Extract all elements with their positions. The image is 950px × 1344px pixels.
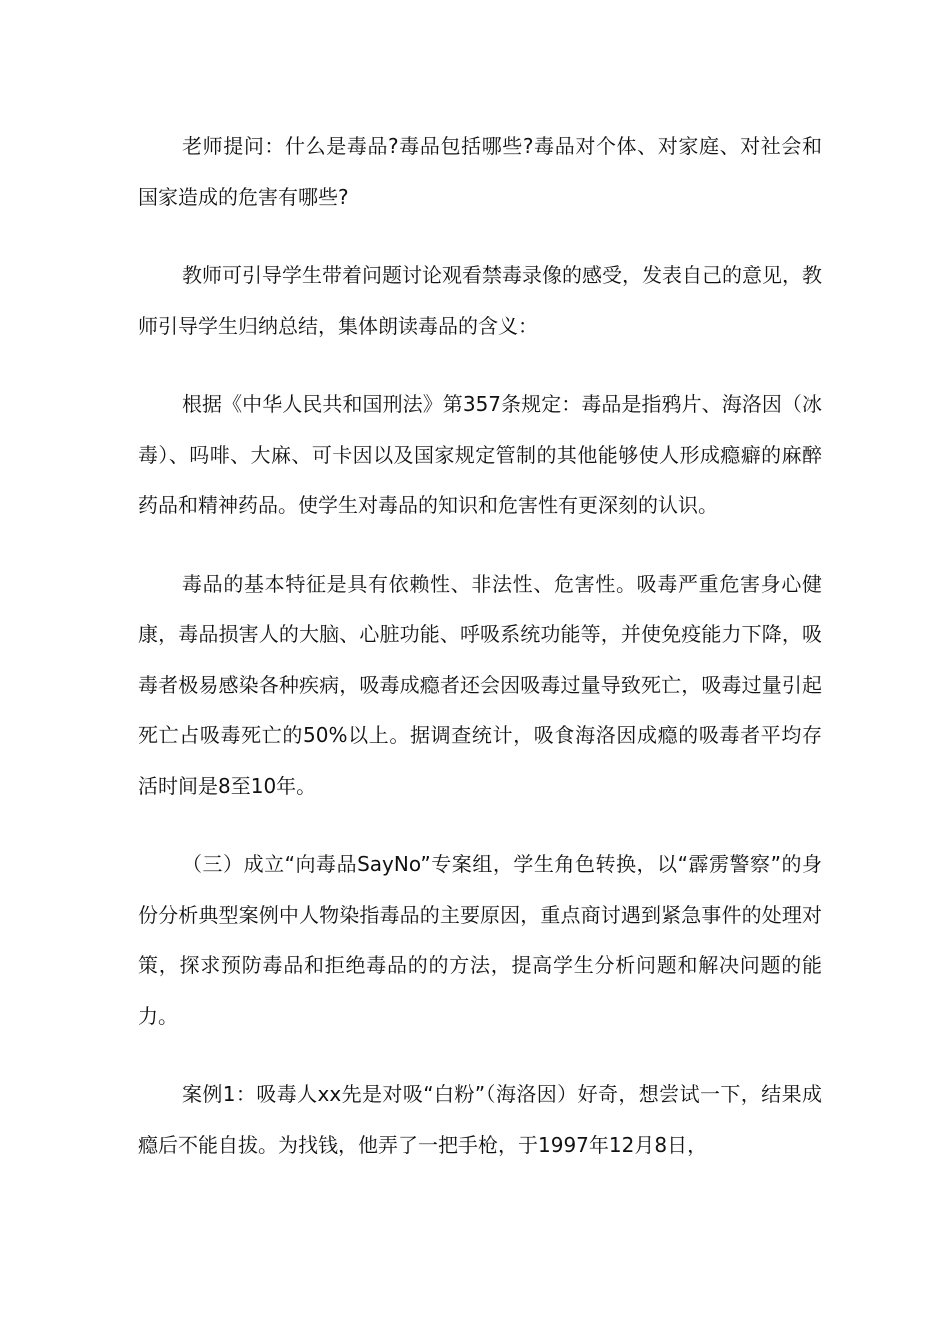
paragraph-teacher-question: 老师提问：什么是毒品?毒品包括哪些?毒品对个体、对家庭、对社会和国家造成的危害有哪些?	[138, 134, 822, 209]
paragraph-task-force: （三）成立“向毒品SayNo”专案组，学生角色转换，以“霹雳警察”的身份分析典型案例中人物染指毒品的主要原因，重点商讨遇到紧急事件的处理对策，探求预防毒品和拒绝毒品的的方法，提高学生分析问题和解决问题的能力。	[138, 852, 822, 1028]
paragraph-drug-characteristics: 毒品的基本特征是具有依赖性、非法性、危害性。吸毒严重危害身心健康，毒品损害人的大脑、心脏功能、呼吸系统功能等，并使免疫能力下降，吸毒者极易感染各种疾病，吸毒成瘾者还会因吸毒过量导致死亡，吸毒过量引起死亡占吸毒死亡的50%以上。据调查统计，吸食海洛因成瘾的吸毒者平均存活时间是8至10年。	[138, 571, 822, 798]
document-page	[138, 121, 822, 1198]
paragraph-guided-discussion: 教师可引导学生带着问题讨论观看禁毒录像的感受，发表自己的意见，教师引导学生归纳总结，集体朗读毒品的含义：	[138, 263, 822, 338]
paragraph-legal-definition: 根据《中华人民共和国刑法》第357条规定：毒品是指鸦片、海洛因（冰毒）、吗啡、大麻、可卡因以及国家规定管制的其他能够使人形成瘾癖的麻醉药品和精神药品。使学生对毒品的知识和危害性有更深刻的认识。	[138, 392, 822, 517]
paragraph-case-1: 案例1：吸毒人xx先是对吸“白粉”（海洛因）好奇，想尝试一下，结果成瘾后不能自拔。为找钱，他弄了一把手枪，于1997年12月8日，	[138, 1082, 822, 1157]
